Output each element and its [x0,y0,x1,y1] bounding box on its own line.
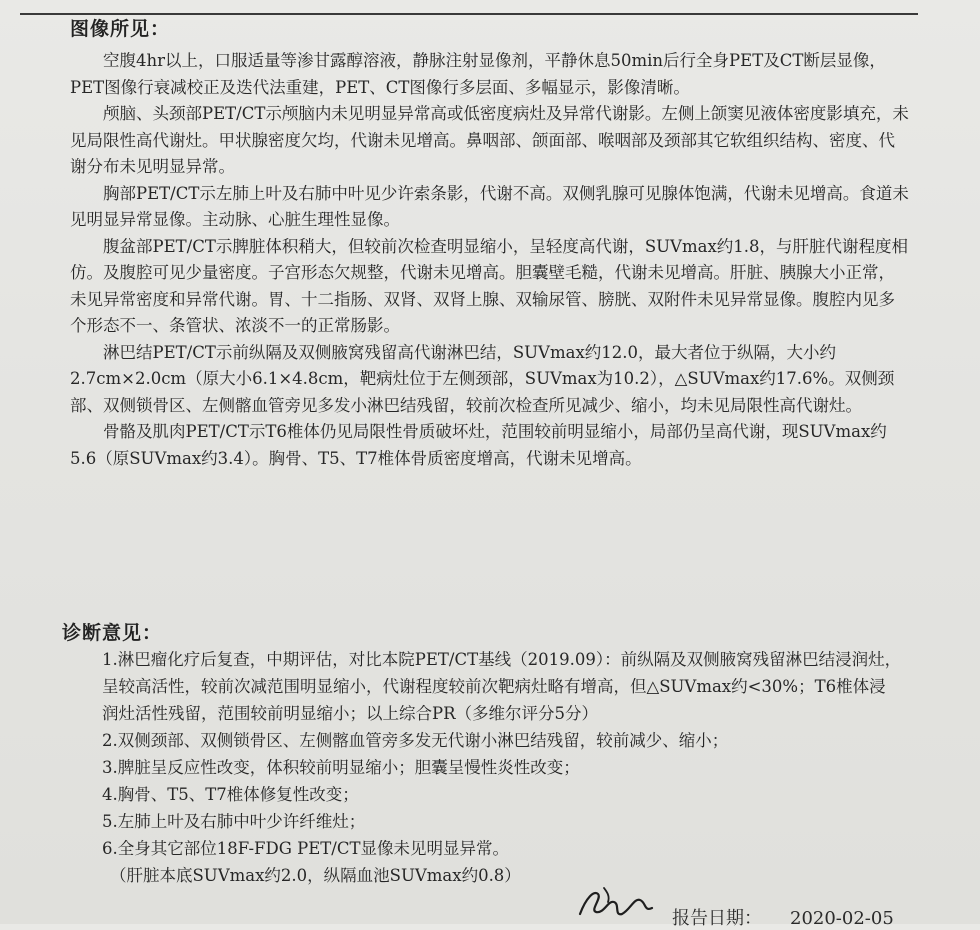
findings-paragraph-5: 淋巴结PET/CT示前纵隔及双侧腋窝残留高代谢淋巴结，SUVmax约12.0，最大者位于纵隔，大小约2.7cm×2.0cm（原大小6.1×4.8cm，靶病灶位于左侧颈部，SUVmax为10.2），△SUVmax约17.6%。双侧颈部、双侧锁骨区、左侧髂血管旁见多发小淋巴结残留，较前次检查所见减少、缩小，均未见局限性高代谢灶。 [70,342,895,415]
diagnosis-note: （肝脏本底SUVmax约2.0，纵隔血池SUVmax约0.8） [110,866,521,885]
findings-paragraph-4: 腹盆部PET/CT示脾脏体积稍大，但较前次检查明显缩小，呈轻度高代谢，SUVmax约1.8，与肝脏代谢程度相仿。及腹腔可见少量密度。子宫形态欠规整，代谢未见增高。胆囊壁毛糙，代谢未见增高。肝脏、胰腺大小正常，未见异常密度和异常代谢。胃、十二指肠、双肾、双肾上腺、双输尿管、膀胱、双附件未见异常显像。腹腔内见多个形态不一、条管状、浓淡不一的正常肠影。 [70,236,908,335]
diagnosis-item-3: 3.脾脏呈反应性改变，体积较前明显缩小；胆囊呈慢性炎性改变； [102,758,580,777]
diagnosis-heading: 诊断意见： [62,622,163,644]
findings-heading: 图像所见： [70,18,171,40]
handwritten-signature [574,880,658,924]
diagnosis-item-4: 4.胸骨、T5、T7椎体修复性改变； [102,785,359,804]
report-date-label: 报告日期： [672,908,762,929]
diagnosis-item-6: 6.全身其它部位18F-FDG PET/CT显像未见明显异常。 [102,839,509,858]
findings-paragraph-6: 骨骼及肌肉PET/CT示T6椎体仍见局限性骨质破坏灶，范围较前明显缩小，局部仍呈高代谢，现SUVmax约5.6（原SUVmax约3.4）。胸骨、T5、T7椎体骨质密度增高，代谢未见增高。 [70,422,887,468]
findings-paragraph-3: 胸部PET/CT示左肺上叶及右肺中叶见少许索条影，代谢不高。双侧乳腺可见腺体饱满，代谢未见增高。食道未见明显异常显像。主动脉、心脏生理性显像。 [70,183,909,229]
report-date-value: 2020-02-05 [790,908,894,929]
findings-paragraph-2: 颅脑、头颈部PET/CT示颅脑内未见明显异常高或低密度病灶及异常代谢影。左侧上颌窦见液体密度影填充，未见局限性高代谢灶。甲状腺密度欠均，代谢未见增高。鼻咽部、颌面部、喉咽部及颈部其它软组织结构、密度、代谢分布未见明显异常。 [70,104,909,176]
findings-paragraph-1: 空腹4hr以上，口服适量等渗甘露醇溶液，静脉注射显像剂，平静休息50min后行全身PET及CT断层显像，PET图像行衰减校正及迭代法重建，PET、CT图像行多层面、多幅显示，影像清晰。 [70,51,886,97]
diagnosis-list [102,646,902,889]
diagnosis-item-2: 2.双侧颈部、双侧锁骨区、左侧髂血管旁多发无代谢小淋巴结残留，较前减少、缩小； [102,731,729,750]
report-date [672,904,922,930]
diagnosis-item-5: 5.左肺上叶及右肺中叶少许纤维灶； [102,812,366,831]
findings-body [70,48,910,472]
diagnosis-item-1: 1.淋巴瘤化疗后复查，中期评估，对比本院PET/CT基线（2019.09）：前纵隔及双侧腋窝残留淋巴结浸润灶，呈较高活性，较前次减范围明显缩小，代谢程度较前次靶病灶略有增高，但△SUVmax约<30%；T6椎体浸润灶活性残留，范围较前明显缩小；以上综合PR（多维尔评分5分） [102,650,902,723]
